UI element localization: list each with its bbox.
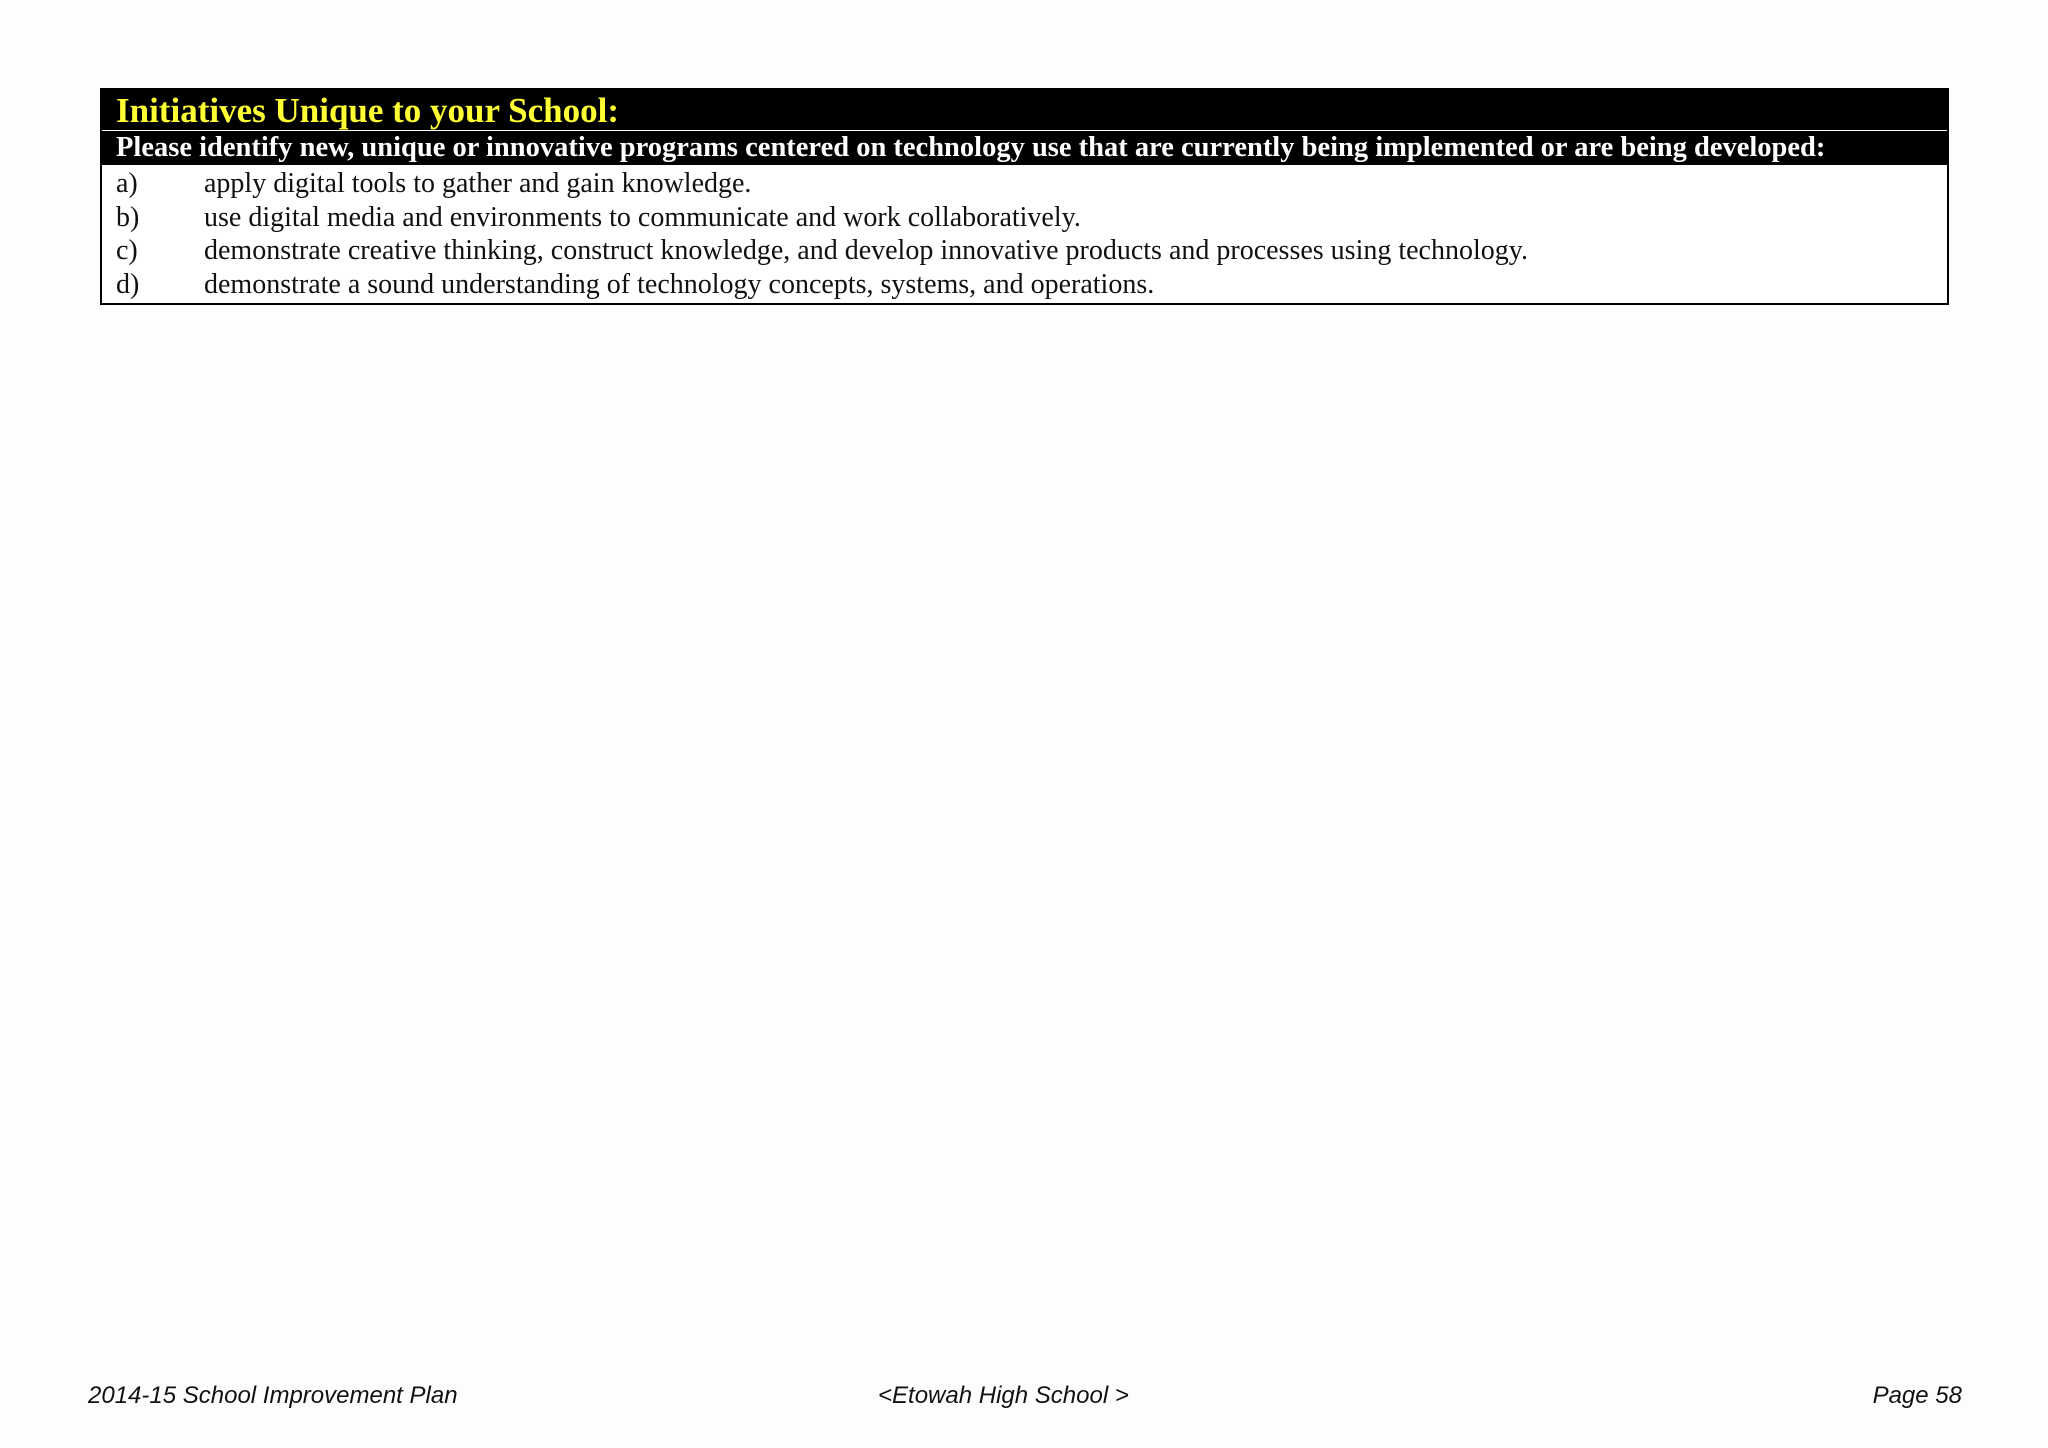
footer-page-number: Page 58 xyxy=(1872,1382,1962,1409)
list-item-marker: b) xyxy=(116,201,140,233)
list-item-marker: d) xyxy=(116,268,140,300)
list-item xyxy=(116,268,1933,302)
list-item-marker: a) xyxy=(116,168,138,199)
section-prompt: Please identify new, unique or innovative programs centered on technology use that are currently being implemented or are being developed: xyxy=(102,131,1947,165)
list-item-text: use digital media and environments to communicate and work collaboratively. xyxy=(204,201,1081,233)
initiatives-list xyxy=(102,165,1947,303)
list-item-text: demonstrate a sound understanding of technology concepts, systems, and operations. xyxy=(204,268,1155,300)
list-item xyxy=(116,201,1933,235)
section-title: Initiatives Unique to your School: xyxy=(102,90,1947,131)
list-item xyxy=(116,234,1933,268)
list-item-marker: c) xyxy=(116,235,138,266)
footer-school-name: <Etowah High School > xyxy=(878,1382,1129,1409)
list-item-text: demonstrate creative thinking, construct knowledge, and develop innovative products and processes using technology. xyxy=(204,235,1528,266)
list-item-text: apply digital tools to gather and gain knowledge. xyxy=(204,168,752,199)
list-item xyxy=(116,167,1933,201)
initiatives-section xyxy=(100,88,1949,305)
footer-plan-title: 2014-15 School Improvement Plan xyxy=(88,1382,458,1409)
